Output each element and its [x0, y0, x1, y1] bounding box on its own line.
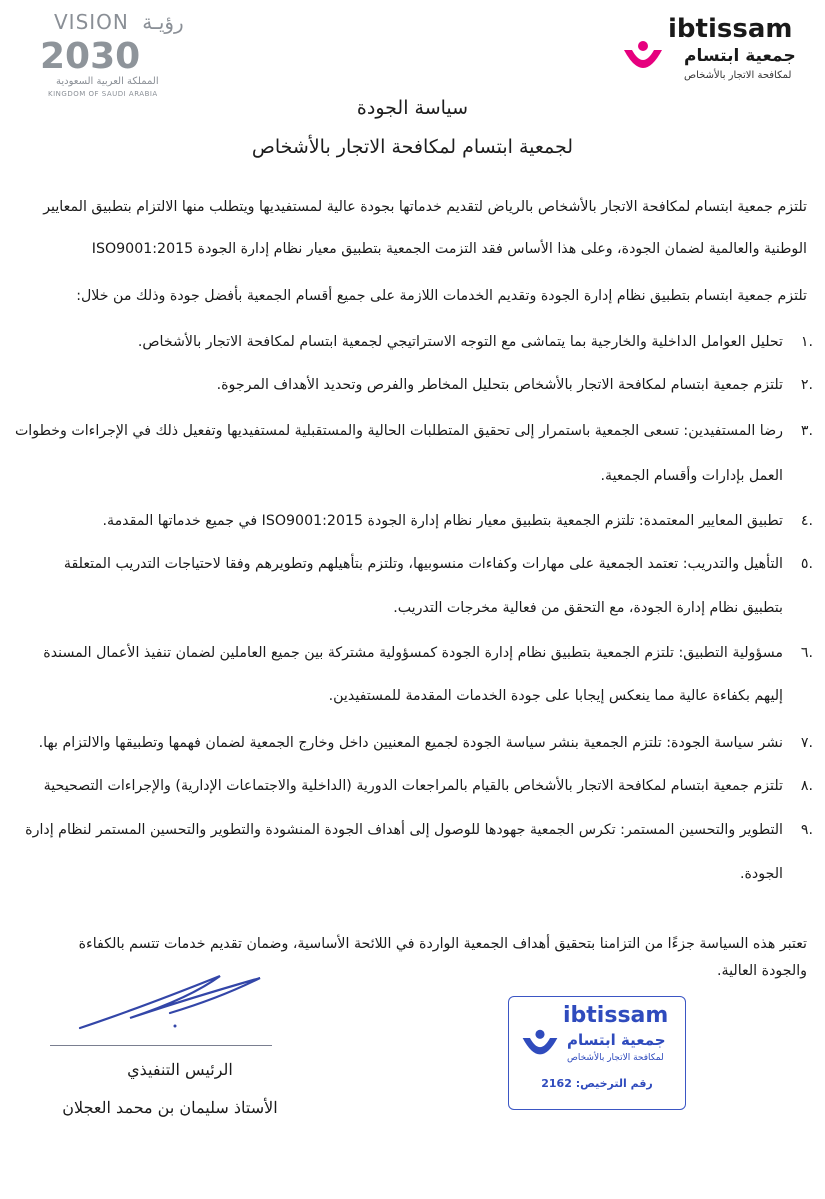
list-item-text: رضا المستفيدين: تسعى الجمعية باستمرار إلى تحقيق المتطلبات الحالية والمستقبلية لمستفيديها وتفعيل ذلك في الإجراءات وخطوات	[14, 423, 783, 439]
intro-line-3: تلتزم جمعية ابتسام بتطبيق نظام إدارة الجودة وتقديم الخدمات اللازمة على جميع أقسام الجمعية بأفضل جودة وذلك من خلال:	[76, 288, 807, 304]
list-item-number: .٧	[800, 735, 813, 751]
list-item-text: نشر سياسة الجودة: تلتزم الجمعية بنشر سياسة الجودة لجميع المعنيين داخل وخارج الجمعية لضمان فهمها وتطبيقها والالتزام بها.	[38, 735, 783, 751]
closing-line-1: تعتبر هذه السياسة جزءًا من التزامنا بتحقيق أهداف الجمعية الواردة في اللائحة الأساسية، وضمان تقديم خدمات تتسم بالكفاءة	[78, 936, 807, 952]
stamp-arabic-sub: لمكافحة الاتجار بالأشخاص	[567, 1053, 664, 1063]
list-item-text-continued: الجودة.	[739, 866, 783, 882]
list-item-text: مسؤولية التطبيق: تلتزم الجمعية بتطبيق نظام إدارة الجودة كمسؤولية مشتركة بين جميع العاملين لضمان تنفيذ الأعمال المسندة	[43, 645, 783, 661]
list-item-number: .٤	[800, 513, 813, 529]
signatory-title: الرئيس التنفيذي	[127, 1060, 233, 1079]
vision-word: VISION	[54, 10, 129, 34]
list-item-number: .٥	[800, 556, 813, 572]
ibtissam-logo	[620, 8, 810, 88]
list-item-text-continued: بتطبيق نظام إدارة الجودة، مع التحقق من فعالية مخرجات التدريب.	[393, 600, 783, 616]
document-subtitle: لجمعية ابتسام لمكافحة الاتجار بالأشخاص	[251, 136, 574, 158]
vision-year: 2030	[40, 36, 141, 77]
organization-stamp	[508, 996, 686, 1110]
ibtissam-arabic-name: جمعية ابتسام	[684, 46, 796, 66]
signature-scribble	[70, 968, 270, 1038]
smile-icon	[620, 38, 666, 84]
list-item-text-continued: العمل بإدارات وأقسام الجمعية.	[600, 468, 783, 484]
list-item-text: تلتزم جمعية ابتسام لمكافحة الاتجار بالأشخاص بالقيام بالمراجعات الدورية (الداخلية والاجتماعات الإدارية) والإجراءات التصحيحية	[43, 778, 783, 794]
vision-wordmark	[54, 10, 184, 34]
stamp-license	[509, 1077, 685, 1090]
list-item-text: تحليل العوامل الداخلية والخارجية بما يتماشى مع التوجه الاستراتيجي لجمعية ابتسام لمكافحة الاتجار بالأشخاص.	[137, 334, 783, 350]
vision-kingdom-english: KINGDOM OF SAUDI ARABIA	[48, 90, 158, 98]
stamp-arabic-name: جمعية ابتسام	[567, 1031, 666, 1049]
list-item-text: تلتزم جمعية ابتسام لمكافحة الاتجار بالأشخاص بتحليل المخاطر والفرص وتحديد الأهداف المرجوة.	[216, 377, 783, 393]
closing-line-2: والجودة العالية.	[716, 963, 807, 979]
vision-arabic-word: رؤيـة	[142, 10, 184, 34]
list-item-number: .٢	[800, 377, 813, 393]
list-item-number: .٨	[800, 778, 813, 794]
stamp-brand: ibtissam	[563, 1003, 669, 1028]
list-item-number: .٩	[800, 822, 813, 838]
signatory-name: الأستاذ سليمان بن محمد العجلان	[62, 1098, 278, 1117]
document-title: سياسة الجودة	[356, 97, 469, 119]
intro-line-2: الوطنية والعالمية لضمان الجودة، وعلى هذا الأساس فقد التزمت الجمعية بتطبيق معيار نظام إدارة الجودة ISO9001:2015	[91, 241, 807, 257]
list-item-text: تطبيق المعايير المعتمدة: تلتزم الجمعية بتطبيق معيار نظام إدارة الجودة ISO9001:2015 في جميع خدماتها المقدمة.	[102, 513, 783, 529]
list-item-text-continued: إليهم بكفاءة عالية مما ينعكس إيجابا على جودة الخدمات المقدمة للمستفيدين.	[328, 688, 783, 704]
stamp-smile-icon	[519, 1027, 561, 1069]
stamp-license-number: 2162	[541, 1077, 572, 1090]
ibtissam-arabic-sub: لمكافحة الاتجار بالأشخاص	[684, 70, 792, 81]
list-item-number: .٦	[800, 645, 813, 661]
vision-kingdom-arabic: المملكة العربية السعودية	[56, 76, 159, 87]
intro-line-1: تلتزم جمعية ابتسام لمكافحة الاتجار بالأشخاص بالرياض لتقديم خدماتها بجودة عالية لمستفيديها ويتطلب منها الالتزام بتطبيق المعايير	[43, 199, 807, 215]
list-item-number: .١	[800, 334, 813, 350]
ibtissam-brand: ibtissam	[668, 14, 793, 44]
stamp-license-label: رقم الترخيص:	[575, 1077, 653, 1090]
list-item-number: .٣	[800, 423, 813, 439]
list-item-text: التطوير والتحسين المستمر: تكرس الجمعية جهودها للوصول إلى أهداف الجودة المنشودة والتطوير والتحسين المستمر لنظام إدارة	[25, 822, 783, 838]
signature-line	[50, 1045, 272, 1046]
list-item-text: التأهيل والتدريب: تعتمد الجمعية على مهارات وكفاءات منسوبيها، وتلتزم بتأهيلهم وتطويرهم وفقا لاحتياجات التدريب المتعلقة	[63, 556, 783, 572]
vision-2030-logo	[20, 6, 200, 98]
